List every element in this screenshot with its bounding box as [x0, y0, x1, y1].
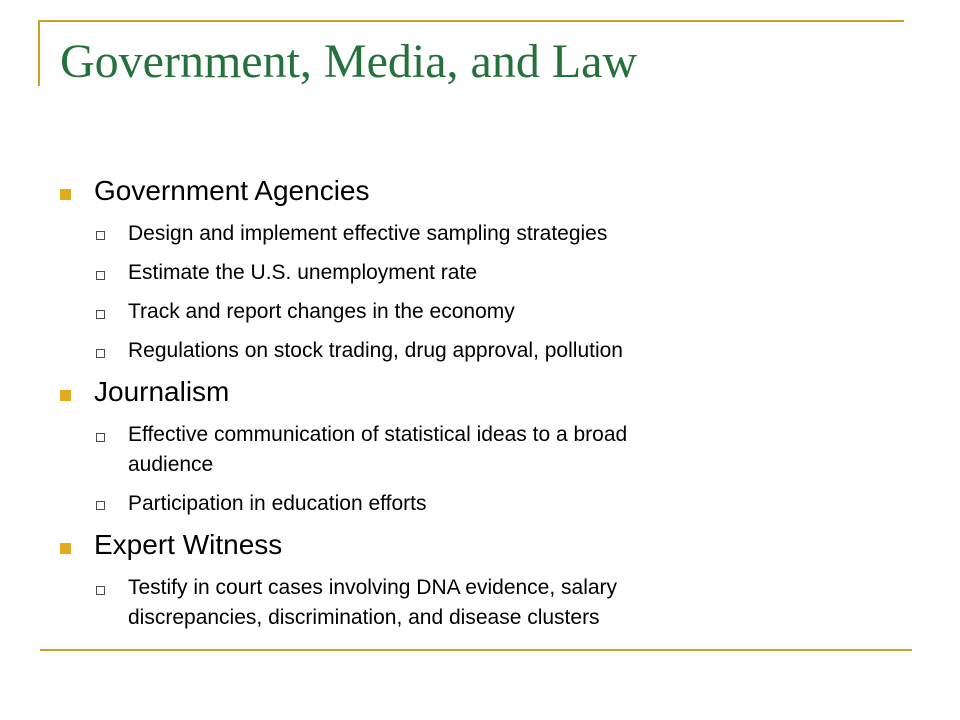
- sub-bullet-square-icon: [96, 586, 105, 595]
- bottom-rule: [40, 649, 912, 651]
- section-heading-journalism: Journalism: [94, 376, 230, 407]
- slide-title: Government, Media, and Law: [60, 35, 638, 88]
- sub-bullet-square-icon: [96, 501, 105, 510]
- bullet-square-icon: [60, 189, 71, 200]
- list-item: Participation in education efforts: [128, 492, 427, 515]
- list-item: Estimate the U.S. unemployment rate: [128, 261, 477, 284]
- sub-bullet-square-icon: [96, 310, 105, 319]
- sub-bullet-square-icon: [96, 349, 105, 358]
- section-heading-government-agencies: Government Agencies: [94, 175, 370, 206]
- list-item: Regulations on stock trading, drug approval, pollution: [128, 339, 623, 362]
- list-item: Track and report changes in the economy: [128, 300, 515, 323]
- list-item: Design and implement effective sampling strategies: [128, 222, 608, 245]
- list-item: Testify in court cases involving DNA evidence, salary: [128, 576, 618, 599]
- list-item-continuation: discrepancies, discrimination, and disease clusters: [128, 606, 600, 629]
- bullet-square-icon: [60, 390, 71, 401]
- sub-bullet-square-icon: [96, 271, 105, 280]
- list-item: Effective communication of statistical ideas to a broad: [128, 423, 628, 446]
- section-heading-expert-witness: Expert Witness: [94, 529, 283, 560]
- bullet-square-icon: [60, 543, 71, 554]
- sub-bullet-square-icon: [96, 433, 105, 442]
- sub-bullet-square-icon: [96, 231, 105, 240]
- list-item-continuation: audience: [128, 453, 214, 476]
